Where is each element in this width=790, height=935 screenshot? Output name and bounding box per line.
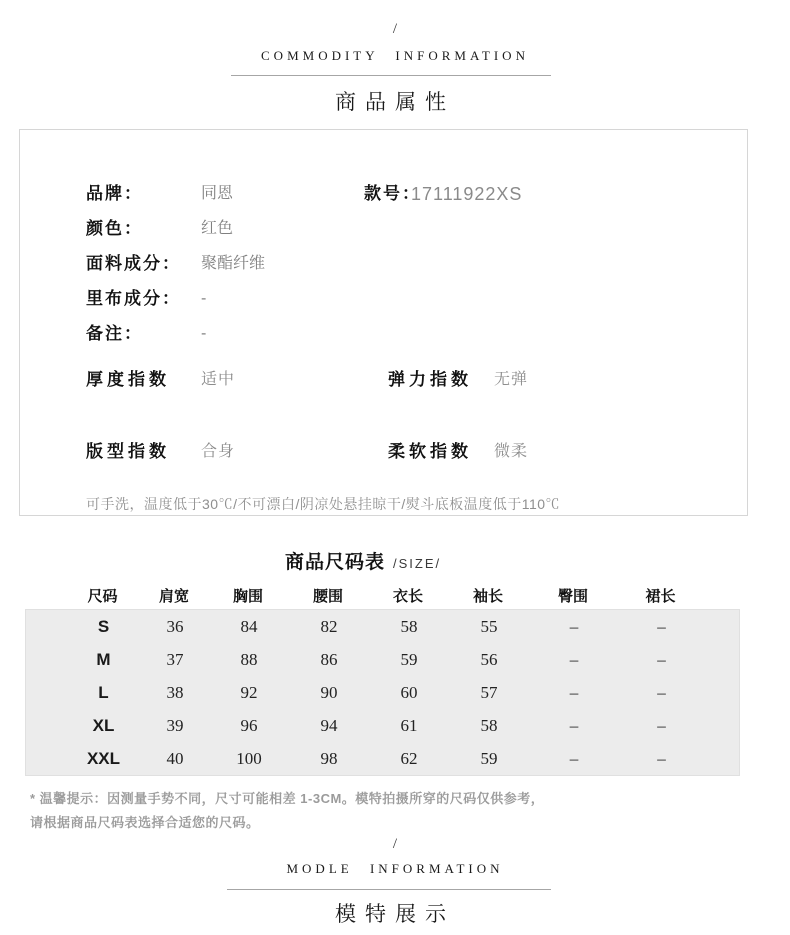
product-attributes-box (19, 129, 748, 516)
size-value-cell: 92 (240, 682, 258, 702)
size-value-cell: 86 (320, 649, 338, 669)
size-value-cell: 61 (400, 715, 418, 735)
size-column-header: 胸围 (232, 587, 263, 605)
size-label-cell: L (98, 682, 109, 702)
size-chart-title (285, 550, 441, 576)
size-chart-title-cn: 商品尺码表 (285, 552, 386, 573)
size-table-row (26, 610, 739, 643)
size-column-header: 衣长 (392, 587, 423, 605)
size-value-cell: 36 (166, 616, 184, 636)
top-divider-line (231, 75, 551, 76)
size-value-cell: 55 (480, 616, 498, 636)
brand-label: 品牌： (86, 184, 143, 203)
size-column-header: 肩宽 (158, 587, 189, 605)
attribute-row-color (20, 216, 747, 242)
commodity-information-eyebrow: COMMODITY INFORMATION (261, 48, 529, 63)
size-label-cell: XXL (86, 748, 121, 768)
size-value-cell: – (657, 616, 666, 636)
attribute-row-brand (20, 181, 747, 207)
size-table-body (25, 609, 740, 776)
size-value-cell: 38 (166, 682, 184, 702)
elasticity-index-label: 弹力指数 (388, 370, 472, 389)
fit-index-value: 合身 (201, 443, 236, 460)
size-value-cell: – (657, 715, 666, 735)
index-row-fit-softness (20, 439, 747, 465)
lining-value: - (201, 290, 207, 307)
thickness-index-value: 适中 (201, 371, 236, 388)
size-table-row (26, 709, 739, 742)
fit-index-label: 版型指数 (86, 442, 170, 461)
brand-value: 同恩 (201, 185, 234, 202)
size-value-cell: – (657, 682, 666, 702)
model-show-title: 模特展示 (335, 902, 455, 926)
size-value-cell: 39 (166, 715, 184, 735)
attribute-row-lining (20, 286, 747, 312)
size-table-row (26, 742, 739, 775)
size-table-row (26, 643, 739, 676)
commodity-attributes-title: 商品属性 (335, 90, 455, 114)
size-column-header: 尺码 (87, 587, 118, 605)
warm-tips-line2: 请根据商品尺码表选择合适您的尺码。 (30, 815, 260, 830)
size-column-header: 腰围 (312, 587, 343, 605)
size-value-cell: – (569, 616, 579, 636)
size-value-cell: 100 (236, 748, 262, 768)
softness-index-value: 微柔 (494, 443, 529, 460)
model-information-eyebrow: MODLE INFORMATION (286, 861, 504, 876)
index-row-thickness-elasticity (20, 367, 747, 393)
fabric-label: 面料成分： (86, 254, 181, 273)
size-column-header: 裙长 (645, 587, 676, 605)
size-value-cell: 62 (400, 748, 418, 768)
size-label-cell: XL (92, 715, 115, 735)
elasticity-index-value: 无弹 (494, 371, 529, 388)
size-value-cell: 58 (480, 715, 498, 735)
size-label-cell: S (97, 616, 110, 636)
size-table-header-row (25, 584, 740, 606)
size-value-cell: 96 (240, 715, 258, 735)
size-chart-title-en: /SIZE/ (393, 556, 442, 571)
softness-index-label: 柔软指数 (388, 442, 472, 461)
style-number-value: 17111922XS (411, 184, 523, 204)
attribute-row-remark (20, 321, 747, 347)
color-value: 红色 (201, 220, 234, 237)
size-value-cell: 59 (480, 748, 498, 768)
size-value-cell: 84 (240, 616, 258, 636)
size-value-cell: 60 (400, 682, 418, 702)
warm-tips-line1: * 温馨提示：因测量手势不同，尺寸可能相差 1-3CM。模特拍摄所穿的尺码仅供参考， (30, 791, 545, 806)
fabric-value: 聚酯纤维 (201, 255, 266, 272)
warm-tips-note (30, 787, 650, 835)
remark-label: 备注： (86, 324, 143, 343)
size-value-cell: – (569, 682, 579, 702)
size-value-cell: 58 (400, 616, 418, 636)
top-slash-ornament: / (392, 21, 398, 37)
bottom-divider-line (227, 889, 551, 890)
size-value-cell: 82 (320, 616, 338, 636)
size-label-cell: M (96, 649, 111, 669)
size-value-cell: – (569, 748, 579, 768)
size-column-header: 袖长 (472, 587, 503, 605)
size-value-cell: 94 (320, 715, 338, 735)
size-value-cell: 59 (400, 649, 418, 669)
size-value-cell: – (657, 649, 666, 669)
style-number-label: 款号： (364, 184, 421, 203)
size-value-cell: – (569, 715, 579, 735)
thickness-index-label: 厚度指数 (86, 370, 170, 389)
size-value-cell: 37 (166, 649, 184, 669)
bottom-slash-ornament: / (392, 836, 398, 852)
size-table-row (26, 676, 739, 709)
size-column-header: 臀围 (557, 587, 588, 605)
size-value-cell: 56 (480, 649, 498, 669)
size-value-cell: – (569, 649, 579, 669)
size-value-cell: 90 (320, 682, 338, 702)
size-value-cell: 98 (320, 748, 338, 768)
size-value-cell: 88 (240, 649, 258, 669)
lining-label: 里布成分： (86, 289, 181, 308)
size-value-cell: – (657, 748, 666, 768)
remark-value: - (201, 325, 207, 342)
size-value-cell: 57 (480, 682, 498, 702)
washing-care-instructions: 可手洗，温度低于30℃/不可漂白/阴凉处悬挂晾干/熨斗底板温度低于110℃ (86, 496, 561, 512)
size-value-cell: 40 (166, 748, 184, 768)
attribute-row-fabric (20, 251, 747, 277)
color-label: 颜色： (86, 219, 143, 238)
